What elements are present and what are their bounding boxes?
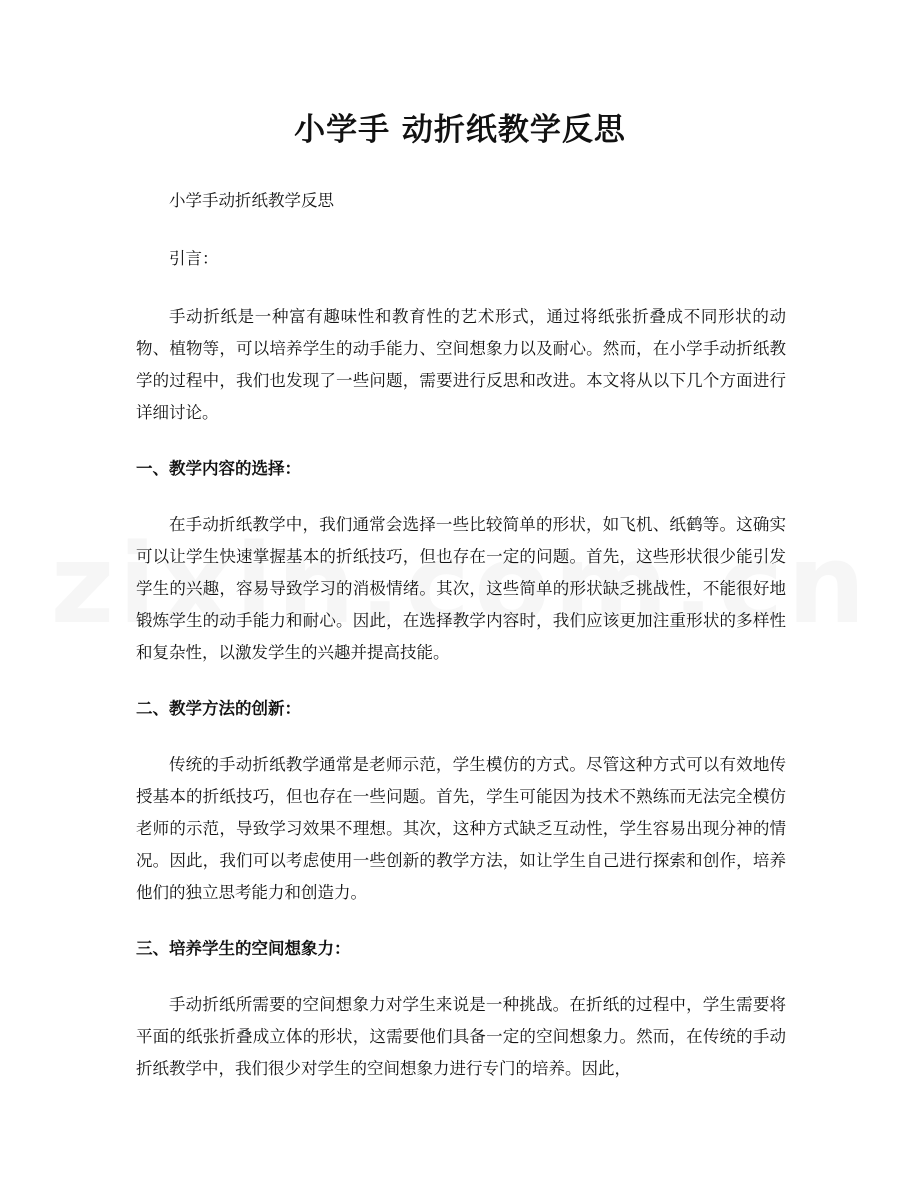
section-heading-2: 二、教学方法的创新：: [136, 699, 301, 718]
document-body: [136, 185, 786, 1109]
section-paragraph-3: 手动折纸所需要的空间想象力对学生来说是一种挑战。在折纸的过程中，学生需要将平面的纸张折叠成立体的形状，这需要他们具备一定的空间想象力。然而，在传统的手动折纸教学中，我们很少对学生的空间想象力进行专门的培养。因此，: [136, 995, 786, 1078]
section-heading-3: 三、培养学生的空间想象力：: [136, 939, 351, 958]
intro-label: 引言：: [169, 249, 219, 268]
section-paragraph-1: 在手动折纸教学中，我们通常会选择一些比较简单的形状，如飞机、纸鹤等。这确实可以让学生快速掌握基本的折纸技巧，但也存在一定的问题。首先，这些形状很少能引发学生的兴趣，容易导致学习的消极情绪。其次，这些简单的形状缺乏挑战性，不能很好地锻炼学生的动手能力和耐心。因此，在选择教学内容时，我们应该更加注重形状的多样性和复杂性，以激发学生的兴趣并提高技能。: [136, 515, 786, 662]
section-heading-1: 一、教学内容的选择：: [136, 459, 301, 478]
subtitle-line: 小学手动折纸教学反思: [169, 191, 334, 210]
document-title: 小学手 动折纸教学反思: [294, 112, 626, 148]
intro-paragraph: 手动折纸是一种富有趣味性和教育性的艺术形式，通过将纸张折叠成不同形状的动物、植物等，可以培养学生的动手能力、空间想象力以及耐心。然而，在小学手动折纸教学的过程中，我们也发现了一些问题，需要进行反思和改进。本文将从以下几个方面进行详细讨论。: [136, 307, 786, 422]
section-paragraph-2: 传统的手动折纸教学通常是老师示范，学生模仿的方式。尽管这种方式可以有效地传授基本的折纸技巧，但也存在一些问题。首先，学生可能因为技术不熟练而无法完全模仿老师的示范，导致学习效果不理想。其次，这种方式缺乏互动性，学生容易出现分神的情况。因此，我们可以考虑使用一些创新的教学方法，如让学生自己进行探索和创作，培养他们的独立思考能力和创造力。: [136, 755, 786, 902]
